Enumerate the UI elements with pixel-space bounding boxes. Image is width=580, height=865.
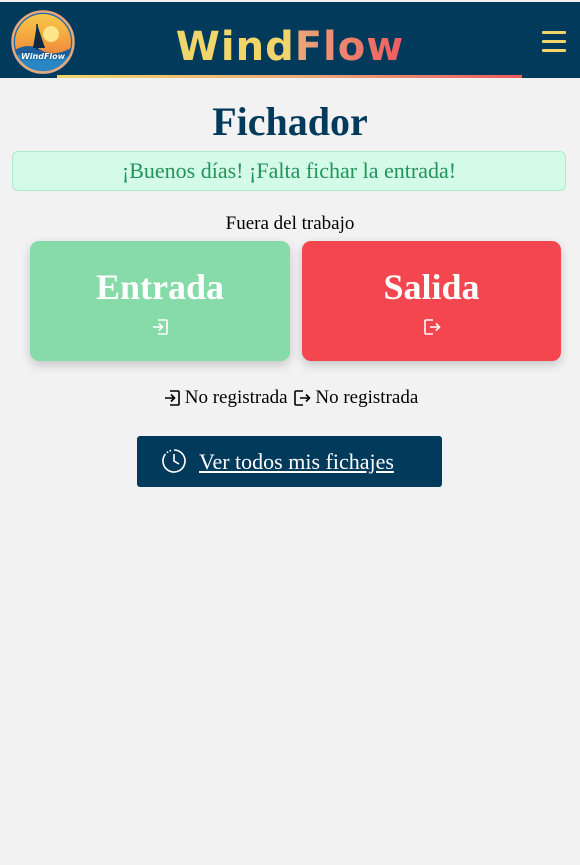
clock-out-label: Salida bbox=[383, 267, 480, 307]
entry-record bbox=[162, 386, 288, 410]
brand-flow: Flow bbox=[294, 24, 405, 70]
entry-record-text: No registrada bbox=[184, 387, 288, 408]
sign-in-icon bbox=[162, 388, 182, 408]
clock-in-button[interactable] bbox=[30, 241, 290, 361]
exit-record bbox=[292, 386, 418, 410]
clock-records bbox=[0, 386, 580, 415]
greeting-alert: ¡Buenos días! ¡Falta fichar la entrada! bbox=[12, 151, 566, 191]
brand-wind: Wind bbox=[175, 24, 295, 70]
page-title: Fichador bbox=[212, 99, 368, 144]
exit-record-text: No registrada bbox=[315, 387, 419, 408]
view-all-clockings-label: Ver todos mis fichajes bbox=[199, 449, 394, 474]
work-status: Fuera del trabajo bbox=[225, 213, 355, 234]
clock-history-icon bbox=[161, 448, 187, 474]
app-brand-title bbox=[0, 22, 580, 72]
view-all-clockings-button[interactable] bbox=[137, 436, 442, 487]
header-accent-line bbox=[57, 75, 522, 78]
top-navbar bbox=[0, 2, 580, 78]
hamburger-menu-icon[interactable] bbox=[540, 28, 568, 56]
sign-in-icon bbox=[150, 317, 170, 337]
clock-in-label: Entrada bbox=[95, 267, 225, 307]
sign-out-icon bbox=[422, 317, 442, 337]
logo-wordmark: WindFlow bbox=[20, 52, 66, 61]
sign-out-icon bbox=[292, 388, 312, 408]
clock-out-button[interactable] bbox=[302, 241, 561, 361]
